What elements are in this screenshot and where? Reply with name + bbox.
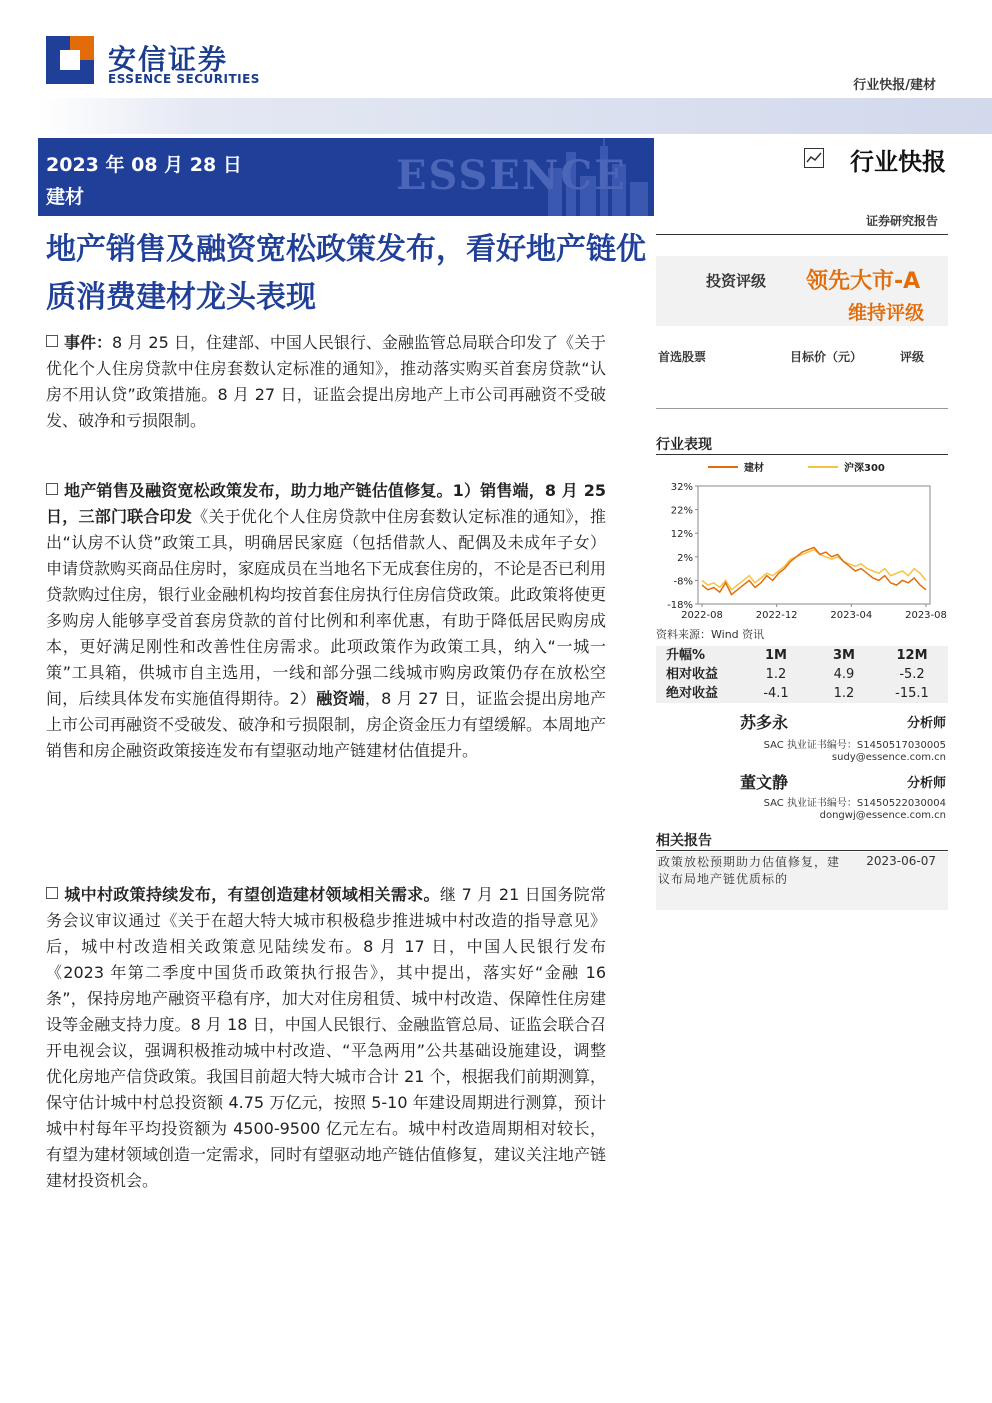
related-item[interactable] (656, 852, 948, 910)
picks-col-rating: 评级 (900, 350, 925, 364)
table-cell: 1.2 (765, 667, 787, 682)
analyst-cert: SAC 执业证书编号：S1450517030005 (763, 740, 946, 751)
related-title: 相关报告 (656, 833, 712, 849)
table-row (656, 684, 948, 703)
table-header-cell: 1M (765, 648, 787, 663)
report-date: 2023 年 08 月 28 日 (46, 154, 242, 176)
legend-label: 建材 (744, 463, 764, 474)
paragraph-text: 《关于优化个人住房贷款中住房套数认定标准的通知》，推出“认房不认贷”政策工具，明确居民家庭（包括借款人、配偶及未成年子女）申请贷款购买商品住房时，家庭成员在当地名下无成套住房的，不论是否已利用贷款购过住房，银行业金融机构均按首套住房执行住房信贷政策。此政策将使更多购房人能够享受首套房贷款的首付比例和利率优惠，有助于降低居民购房成本，更好满足刚性和改善性住房需求。此项政策作为政策工具，纳入“一城一策”工具箱，供城市自主选用，一线和部分强二线城市购房政策仍存在放松空间，后续具体发布实施值得期待。2） (46, 507, 607, 708)
bullet-icon (46, 335, 58, 347)
picks-col-stock: 首选股票 (658, 350, 707, 364)
table-cell: 4.9 (833, 667, 855, 682)
related-item-date: 2023-06-07 (866, 854, 936, 868)
company-logo (46, 36, 94, 84)
legend-label: 沪深300 (844, 463, 885, 474)
table-cell: 1.2 (833, 686, 855, 701)
x-tick-label: 2023-08 (905, 610, 947, 621)
divider (656, 234, 948, 235)
paragraph-heading: 地产销售及融资宽松政策发布，助力地产链估值修复。1）销售端，8 月 25 日，三部门联合印发 (46, 481, 606, 526)
performance-title: 行业表现 (656, 437, 712, 453)
plot-frame (698, 486, 930, 604)
paragraph-heading: 事件： (64, 333, 113, 352)
series-line (702, 547, 926, 594)
rating-value: 领先大市-A (806, 269, 921, 294)
analyst-email[interactable]: sudy@essence.com.cn (831, 752, 946, 763)
bullet-icon (46, 887, 58, 899)
paragraph-text: 8 月 25 日，住建部、中国人民银行、金融监管总局联合印发了《关于优化个人住房贷款中住房套数认定标准的通知》，推动落实购买首套房贷款“认房不用认贷”政策措施。8 月 27 日，证监会提出房地产上市公司再融资不受破发、破净和亏损限制。 (46, 333, 606, 430)
performance-table (656, 646, 948, 703)
chart-icon (804, 148, 824, 168)
table-row (656, 665, 948, 684)
divider (656, 850, 948, 851)
table-header-cell: 3M (833, 648, 855, 663)
analyst-name: 董文静 (740, 773, 789, 792)
x-tick-label: 2023-04 (830, 610, 873, 621)
bullet-icon (46, 483, 58, 495)
chart-legend (708, 461, 885, 474)
y-tick-label: 32% (670, 482, 693, 493)
rating-label: 投资评级 (706, 272, 767, 290)
table-cell: -15.1 (895, 686, 929, 701)
y-tick-label: 12% (670, 529, 693, 541)
table-cell: 绝对收益 (666, 686, 719, 701)
table-cell: 相对收益 (666, 667, 719, 682)
x-tick-label: 2022-12 (755, 610, 798, 621)
report-subtype: 证券研究报告 (865, 214, 938, 228)
analyst-title: 分析师 (906, 716, 946, 731)
report-title: 地产销售及融资宽松政策发布，看好地产链优质消费建材龙头表现 (46, 232, 646, 315)
report-type: 行业快报 (850, 148, 946, 176)
analyst-title: 分析师 (906, 776, 946, 791)
analyst-cert: SAC 执业证书编号：S1450522030004 (763, 798, 946, 809)
related-item-title: 政策放松预期助力估值修复，建议布局地产链优质标的 (658, 855, 841, 886)
paragraph-text: ，8 月 27 日，证监会提出房地产上市公司再融资不受破发、破净和亏损限制，房企资金压力有望缓解。本周地产销售和房企融资政策接连发布有望驱动地产链建材估值提升。 (46, 689, 607, 760)
paragraph-text: 继 7 月 21 日国务院常务会议审议通过《关于在超大特大城市积极稳步推进城中村改造的指导意见》后，城中村改造相关政策意见陆续发布。8 月 17 日，中国人民银行发布《2023 年第二季度中国货币政策执行报告》，其中提出，落实好“金融 16 条”，保持房地产融资平稳有序，加大对住房租赁、城中村改造、保障性住房建设等金融支持力度。8 月 18 日，中国人民银行、金融监管总局、证监会联合召开电视会议，强调积极推动城中村改造、“平急两用”公共基础设施建设，调整优化房地产信贷政策。我国目前超大特大城市合计 21 个，根据我们前期测算，保守估计城中村总投资额 4.75 万亿元，按照 5-10 年建设周期进行测算，预计城中村每年平均投资额为 4500-9500 亿元左右。城中村改造周期相对较长，有望为建材领域创造一定需求，同时有望驱动地产链估值修复，建议关注地产链建材投资机会。 (46, 885, 607, 1190)
table-header-cell: 12M (896, 648, 928, 663)
logo-chinese: 安信证券 (108, 43, 229, 76)
analyst-email[interactable]: dongwj@essence.com.cn (819, 810, 946, 821)
table-header-cell: 升幅% (666, 648, 706, 663)
y-tick-label: -18% (667, 600, 693, 611)
rating-status: 维持评级 (848, 302, 925, 324)
logo-english: ESSENCE SECURITIES (108, 72, 260, 86)
banner-watermark: ESSENCE (396, 152, 627, 199)
analyst-name: 苏多永 (740, 713, 789, 732)
y-tick-label: -8% (673, 576, 693, 588)
y-tick-label: 22% (670, 505, 693, 517)
x-tick-label: 2022-08 (681, 610, 723, 621)
table-cell: -5.2 (899, 667, 925, 682)
divider (656, 454, 948, 455)
y-tick-label: 2% (677, 552, 693, 564)
event-paragraph (46, 330, 606, 434)
paragraph-inline-heading: 融资端 (316, 689, 365, 708)
policy-paragraph (46, 478, 606, 764)
performance-chart (656, 456, 947, 624)
report-category: 行业快报/建材 (853, 78, 936, 93)
table-header-row (656, 646, 948, 665)
village-paragraph (46, 882, 606, 1194)
paragraph-heading: 城中村政策持续发布，有望创造建材领域相关需求。 (64, 885, 440, 904)
chart-source: 资料来源：Wind 资讯 (656, 628, 765, 641)
header-gradient-bar (0, 98, 992, 134)
report-sector: 建材 (46, 186, 85, 208)
picks-col-target: 目标价（元） (790, 350, 863, 364)
divider (656, 408, 948, 409)
table-cell: -4.1 (763, 686, 789, 701)
